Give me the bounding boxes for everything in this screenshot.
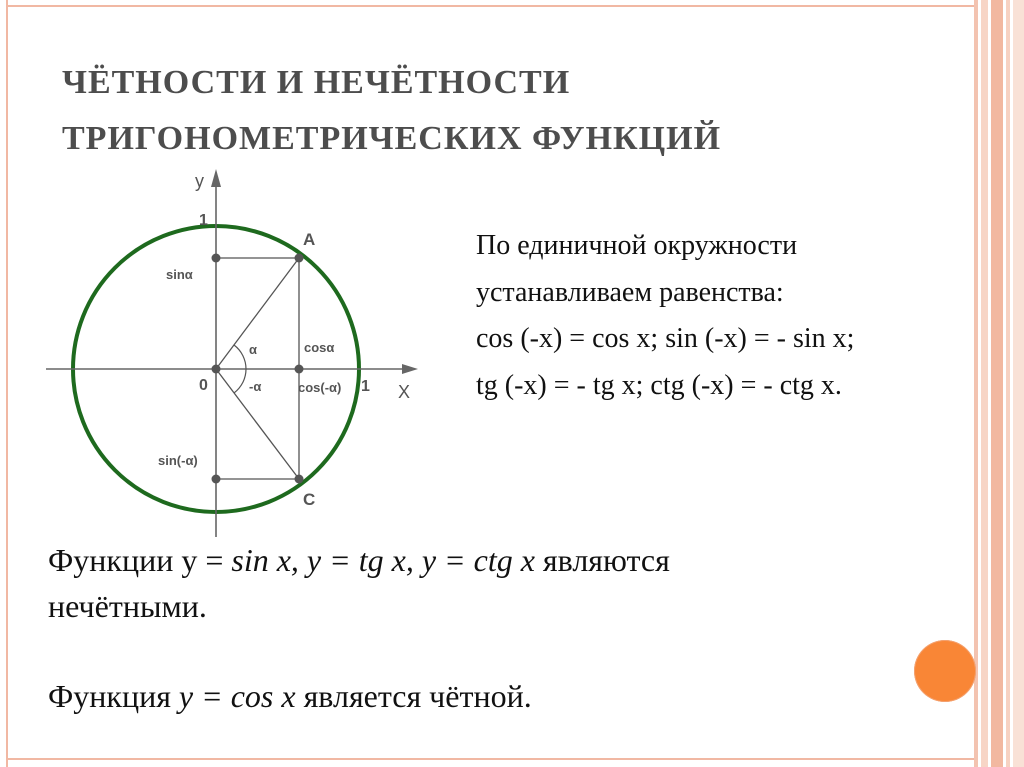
unit-circle-diagram bbox=[40, 165, 430, 545]
intro-line-1: По единичной окружности bbox=[476, 230, 798, 261]
origin-label: 0 bbox=[199, 377, 208, 394]
origin-dot bbox=[212, 365, 221, 374]
y-axis-arrow bbox=[211, 169, 221, 187]
y-one-label: 1 bbox=[199, 212, 208, 229]
odd-prefix: Функции y = bbox=[48, 542, 232, 578]
x-axis-arrow bbox=[402, 364, 418, 374]
decor-stripe bbox=[1013, 0, 1024, 767]
identity-line-2: tg (-x) = - tg x; ctg (-x) = - ctg x. bbox=[476, 369, 842, 401]
minus-alpha-arc bbox=[234, 369, 246, 393]
odd-line-2: нечётными. bbox=[48, 588, 207, 624]
decor-stripe bbox=[991, 0, 1003, 767]
point-c-dot bbox=[295, 475, 304, 484]
point-a-dot bbox=[295, 254, 304, 263]
odd-suffix: являются bbox=[534, 542, 670, 578]
radius-oa bbox=[216, 258, 299, 369]
title-line-2: ТРИГОНОМЕТРИЧЕСКИХ ФУНКЦИЙ bbox=[62, 120, 722, 157]
sin-minus-a-dot bbox=[212, 475, 221, 484]
even-function-statement bbox=[48, 673, 532, 719]
x-axis-label: X bbox=[398, 382, 411, 402]
sin-a-label: sinα bbox=[166, 267, 193, 282]
odd-functions-formula: sin x, y = tg x, y = ctg x bbox=[231, 542, 535, 578]
even-suffix: является чётной. bbox=[295, 678, 532, 714]
cos-minus-a-label: cos(-α) bbox=[298, 380, 342, 395]
decor-stripe bbox=[974, 0, 978, 767]
identity-line-1: cos (-x) = cos x; sin (-x) = - sin x; bbox=[476, 323, 855, 354]
y-axis-label: y bbox=[195, 171, 204, 191]
even-function-formula: y = cos x bbox=[178, 678, 296, 714]
alpha-label: α bbox=[249, 342, 257, 357]
x-one-label: 1 bbox=[361, 378, 370, 395]
alpha-arc bbox=[234, 345, 246, 369]
sin-a-dot bbox=[212, 254, 221, 263]
decor-stripe bbox=[1006, 0, 1010, 767]
cos-dot bbox=[295, 365, 304, 374]
decor-stripe bbox=[981, 0, 988, 767]
odd-functions-statement bbox=[48, 537, 670, 629]
intro-text bbox=[476, 223, 854, 409]
frame-bottom-line bbox=[6, 758, 974, 760]
sin-minus-a-label: sin(-α) bbox=[158, 453, 198, 468]
frame-left-line bbox=[6, 0, 8, 767]
decorative-orange-circle bbox=[914, 640, 976, 702]
even-prefix: Функция bbox=[48, 678, 179, 714]
minus-alpha-label: -α bbox=[249, 379, 262, 394]
point-a-label: A bbox=[303, 230, 316, 249]
frame-top-line bbox=[6, 5, 974, 7]
cos-a-label: cosα bbox=[304, 340, 335, 355]
intro-line-2: устанавливаем равенства: bbox=[476, 276, 784, 308]
odd-line-1 bbox=[48, 537, 670, 583]
slide-title bbox=[62, 55, 721, 167]
title-line-1: ЧЁТНОСТИ И НЕЧЁТНОСТИ bbox=[62, 64, 571, 101]
point-c-label: C bbox=[303, 490, 316, 509]
